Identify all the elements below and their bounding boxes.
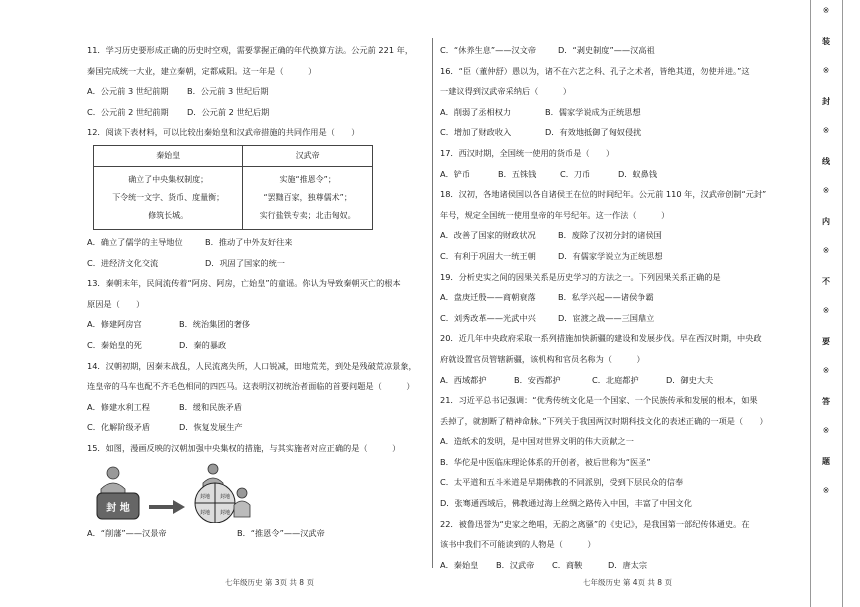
cartoon-left-label: 封 地 xyxy=(106,502,130,514)
q12-han-item-2: “罢黜百家，独尊儒术”； xyxy=(263,192,352,202)
q11-options-ab xyxy=(87,81,425,102)
q20-stem-2: 府就设置官员管辖新疆，该机构和官员名称为（ ） xyxy=(440,353,645,364)
sidebar-char-1: 装 xyxy=(822,37,830,46)
q11-options-cd xyxy=(87,102,425,123)
q18-stem-1: 18．汉初，各地诸侯国以各自诸侯王在位的时间纪年。公元前 110 年，汉武帝创制“元封” xyxy=(440,189,767,200)
q21-stem-2: 丢掉了，就割断了精神命脉。”下列关于我国两汉时期科技文化的表述正确的一项是（ ） xyxy=(440,415,768,426)
q16-option-c[interactable]: C．增加了财政收入 xyxy=(440,127,512,138)
sidebar-char-5: 不 xyxy=(822,277,830,286)
q12-option-a[interactable]: A．确立了儒学的主导地位 xyxy=(87,236,183,247)
q13-options-cd xyxy=(87,335,425,356)
q12-han-item-3: 实行盐铁专卖；北击匈奴。 xyxy=(259,210,356,220)
question-17 xyxy=(440,143,788,184)
q12-qin-item-3: 修筑长城。 xyxy=(148,210,189,220)
q19-stem: 19．分析史实之间的因果关系是历史学习的方法之一。下列因果关系正确的是 xyxy=(440,271,721,282)
q17-option-a[interactable]: A．铲币 xyxy=(440,168,471,179)
q11-option-b[interactable]: B．公元前 3 世纪后期 xyxy=(187,86,269,97)
sidebar-mark: ※ xyxy=(822,126,830,135)
q12-option-c[interactable]: C．进经济文化交流 xyxy=(87,257,159,268)
page-footer-right: 七年级历史 第 4页 共 8 页 xyxy=(583,578,672,587)
q14-options-cd xyxy=(87,417,425,438)
q18-options-cd xyxy=(440,246,788,267)
sidebar-mark: ※ xyxy=(822,426,830,435)
question-22 xyxy=(440,514,788,576)
cartoon-illustration xyxy=(93,459,263,523)
q11-stem-1: 11．学习历史要形成正确的历史时空观，需要掌握正确的年代换算方法。公元前 221 年， xyxy=(87,45,414,55)
q15-option-b[interactable]: B．“推恩令”——汉武帝 xyxy=(237,527,325,538)
q18-option-a[interactable]: A．改善了国家的财政状况 xyxy=(440,230,536,241)
q18-option-c[interactable]: C．有利于巩固大一统王朝 xyxy=(440,250,536,261)
cartoon-quad-1: 封地 xyxy=(199,493,211,500)
q12-qin-item-1: 确立了中央集权制度； xyxy=(128,174,209,184)
cartoon-quad-3: 封地 xyxy=(199,509,211,516)
q12-qin-item-2: 下令统一文字、货币、度量衡； xyxy=(112,192,225,202)
q12-compare-table xyxy=(93,145,373,230)
q16-option-d[interactable]: D．有效地抵御了匈奴侵扰 xyxy=(545,127,642,138)
question-16 xyxy=(440,61,788,143)
q15-option-d[interactable]: D．“剥史制度”——汉高祖 xyxy=(558,45,655,55)
q12-options-cd xyxy=(87,253,425,274)
question-11 xyxy=(87,40,425,122)
q11-option-c[interactable]: C．公元前 2 世纪前期 xyxy=(87,106,169,117)
q11-option-d[interactable]: D．公元前 2 世纪后期 xyxy=(187,106,270,117)
q12-option-b[interactable]: B．推动了中外友好往来 xyxy=(205,236,293,247)
q15-options-cd xyxy=(440,40,788,61)
q17-option-c[interactable]: C．刀币 xyxy=(560,168,591,179)
sidebar-char-4: 内 xyxy=(822,217,830,226)
sidebar-char-3: 线 xyxy=(822,157,830,166)
q20-options xyxy=(440,370,788,391)
q20-option-b[interactable]: B．安西都护 xyxy=(514,374,561,385)
sidebar-char-8: 题 xyxy=(822,457,830,466)
q14-stem-1: 14．汉朝初期，因秦末战乱，人民流离失所，人口锐减，田地荒芜，到处是残破荒凉景象， xyxy=(87,360,417,371)
q15-options-ab xyxy=(87,523,425,544)
sidebar-mark: ※ xyxy=(822,6,830,15)
q18-option-b[interactable]: B．废除了汉初分封的诸侯国 xyxy=(558,230,662,241)
q22-option-c[interactable]: C．商鞅 xyxy=(552,559,583,570)
q21-option-c[interactable]: C．太平道和五斗米道是早期佛教的不同派别，受到下层民众的信奉 xyxy=(440,477,684,488)
q16-stem-1: 16．“臣（董仲舒）愚以为，诸不在六艺之科、孔子之术者，皆绝其道，勿使并进。”这 xyxy=(440,65,750,76)
q16-option-a[interactable]: A．削弱了丞相权力 xyxy=(440,106,512,117)
column-divider xyxy=(432,38,433,568)
q15-stem: 15．如图，漫画反映的汉朝加强中央集权的措施，与其实施者对应正确的是（ ） xyxy=(87,442,401,453)
q21-option-b[interactable]: B．华佗是中医临床理论体系的开创者，被后世称为“医圣” xyxy=(440,456,651,467)
question-20 xyxy=(440,328,788,390)
q12-options-ab xyxy=(87,232,425,253)
q14-stem-2: 连皇帝的马车也配不齐毛色相同的四匹马。这表明汉初统治者面临的首要问题是（ ） xyxy=(87,381,415,392)
q14-option-a[interactable]: A．修建水利工程 xyxy=(87,401,150,412)
q11-stem-2: 秦国完成统一大业，建立秦朝，定都咸阳。这一年是（ ） xyxy=(87,65,317,76)
sidebar-mark: ※ xyxy=(822,66,830,75)
q13-option-d[interactable]: D．秦的暴政 xyxy=(179,339,227,350)
q17-stem: 17．西汉时期，全国统一使用的货币是（ ） xyxy=(440,147,615,158)
question-18 xyxy=(440,184,788,266)
q21-option-a[interactable]: A．造纸术的发明，是中国对世界文明的伟大贡献之一 xyxy=(440,436,634,447)
q13-options-ab xyxy=(87,314,425,335)
q18-options-ab xyxy=(440,225,788,246)
q16-stem-2: 一建议得到汉武帝采纳后（ ） xyxy=(440,86,572,97)
q19-option-d[interactable]: D．宦渡之战——三国鼎立 xyxy=(558,312,655,323)
q22-option-b[interactable]: B．汉武帝 xyxy=(496,559,535,570)
sidebar-mark: ※ xyxy=(822,246,830,255)
q20-option-a[interactable]: A．西域都护 xyxy=(440,374,487,385)
q14-option-b[interactable]: B．缓和民族矛盾 xyxy=(179,401,242,412)
q13-stem-1: 13．秦朝末年，民间流传着“阿房、阿房，亡始皇”的童谣。你认为导致秦朝灭亡的根本 xyxy=(87,278,401,289)
q17-option-b[interactable]: B．五铢钱 xyxy=(498,168,537,179)
q20-option-c[interactable]: C．北庭都护 xyxy=(592,374,639,385)
q22-stem-1: 22．被鲁迅誉为“史家之绝唱，无韵之离骚”的《史记》，是我国第一部纪传体通史。在 xyxy=(440,518,750,529)
question-19 xyxy=(440,267,788,329)
q12-cell-qin xyxy=(94,166,243,229)
sidebar-rule-right xyxy=(842,0,843,607)
q19-options-cd xyxy=(440,308,788,329)
q12-option-d[interactable]: D．巩固了国家的统一 xyxy=(205,257,285,268)
sidebar-rule-left xyxy=(810,0,811,607)
q14-options-ab xyxy=(87,397,425,418)
q12-header-han: 汉武帝 xyxy=(243,145,373,166)
q22-options xyxy=(440,555,788,576)
sidebar-char-6: 要 xyxy=(822,337,830,346)
q12-header-qin: 秦始皇 xyxy=(94,145,243,166)
sidebar-mark: ※ xyxy=(822,186,830,195)
q14-option-c[interactable]: C．化解阶级矛盾 xyxy=(87,422,151,433)
q16-option-b[interactable]: B．儒家学说成为正统思想 xyxy=(545,106,641,117)
right-column xyxy=(440,40,788,575)
q13-option-a[interactable]: A．修建阿房宫 xyxy=(87,319,142,330)
q11-option-a[interactable]: A．公元前 3 世纪前期 xyxy=(87,86,169,97)
q12-han-item-1: 实施“推恩令”； xyxy=(279,174,336,184)
q21-stem-1: 21．习近平总书记强调：“优秀传统文化是一个国家、一个民族传承和发展的根本，如果 xyxy=(440,395,758,406)
q17-option-d[interactable]: D．蚁鼻钱 xyxy=(618,168,658,179)
question-12 xyxy=(87,122,425,273)
cartoon-quad-4: 封地 xyxy=(219,509,231,516)
left-column xyxy=(87,40,425,543)
q13-option-c[interactable]: C．秦始皇的死 xyxy=(87,339,142,350)
q22-stem-2: 该书中我们不可能读到的人物是（ ） xyxy=(440,539,596,550)
q20-stem-1: 20．近几年中央政府采取一系列措施加快新疆的建设和发展步伐。早在西汉时期，中央政 xyxy=(440,333,762,344)
sidebar-mark: ※ xyxy=(822,366,830,375)
q19-option-c[interactable]: C．刘秀改革——光武中兴 xyxy=(440,312,536,323)
q12-stem: 12．阅读下表材料，可以比较出秦始皇和汉武帝措施的共同作用是（ ） xyxy=(87,127,360,138)
q18-stem-2: 年号，规定全国统一使用皇帝的年号纪年。这一作法（ ） xyxy=(440,209,670,220)
q19-options-ab xyxy=(440,287,788,308)
q13-option-b[interactable]: B．统治集团的奢侈 xyxy=(179,319,251,330)
q19-option-b[interactable]: B．私学兴起——诸侯争霸 xyxy=(558,292,654,303)
q20-option-d[interactable]: D．御史大夫 xyxy=(666,374,714,385)
q21-option-d[interactable]: D．张骞通西域后，佛教通过海上丝绸之路传入中国，丰富了中国文化 xyxy=(440,498,692,509)
question-13 xyxy=(87,273,425,355)
question-21 xyxy=(440,390,788,514)
sidebar-char-7: 答 xyxy=(822,397,830,406)
q22-option-d[interactable]: D．唐太宗 xyxy=(608,559,648,570)
q14-option-d[interactable]: D．恢复发展生产 xyxy=(179,422,243,433)
q15-cartoon-image xyxy=(93,459,263,523)
q15-option-a[interactable]: A．“削藩”——汉景帝 xyxy=(87,527,167,538)
q22-option-a[interactable]: A．秦始皇 xyxy=(440,559,479,570)
cartoon-quad-2: 封地 xyxy=(219,493,231,500)
q15-option-c[interactable]: C．“休养生息”——汉文帝 xyxy=(440,45,537,55)
question-15 xyxy=(87,438,425,543)
question-14 xyxy=(87,356,425,438)
seal-line-sidebar xyxy=(806,0,846,607)
q12-cell-han xyxy=(243,166,373,229)
q16-options-ab xyxy=(440,102,788,123)
q18-option-d[interactable]: D．有儒家学说立为正统思想 xyxy=(558,250,663,261)
sidebar-mark: ※ xyxy=(822,306,830,315)
q17-options xyxy=(440,164,788,185)
page-footer-left: 七年级历史 第 3页 共 8 页 xyxy=(225,578,314,587)
q13-stem-2: 原因是（ ） xyxy=(87,298,145,309)
q16-options-cd xyxy=(440,122,788,143)
sidebar-mark: ※ xyxy=(822,486,830,495)
q19-option-a[interactable]: A．盘庚迁殷——商朝衰落 xyxy=(440,292,536,303)
sidebar-char-2: 封 xyxy=(822,97,830,106)
